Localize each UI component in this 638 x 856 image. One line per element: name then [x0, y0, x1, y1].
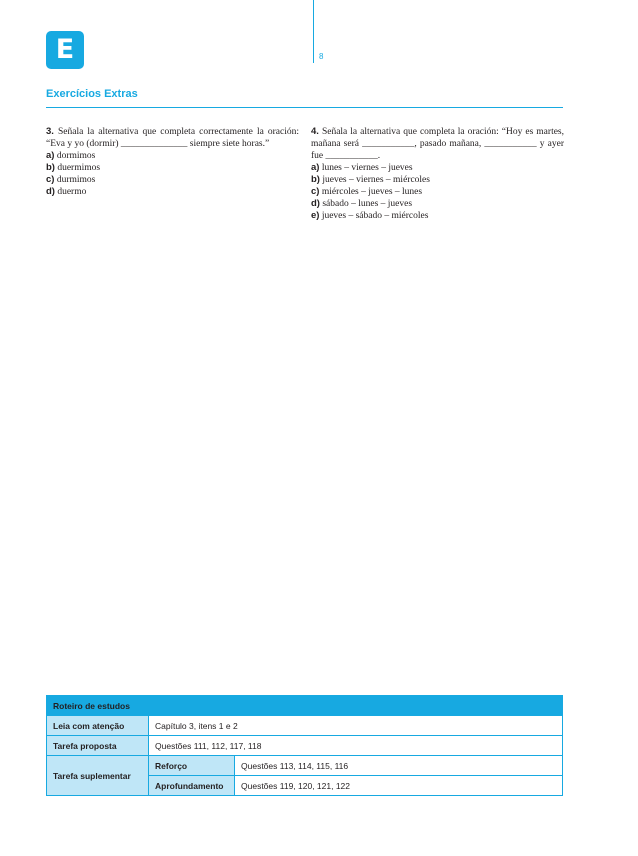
question-4 [311, 126, 564, 222]
sub-label: Aprofundamento [149, 776, 235, 796]
option-text: sábado – lunes – jueves [322, 199, 413, 209]
option-label: b) [311, 174, 320, 185]
option-text: jueves – sábado – miércoles [321, 211, 429, 221]
option-text: dormimos [56, 151, 96, 161]
roteiro-title: Roteiro de estudos [47, 696, 563, 716]
option-e[interactable] [311, 210, 564, 222]
question-number: 4. [311, 126, 319, 137]
option-c[interactable] [311, 186, 564, 198]
row-value: Questões 113, 114, 115, 116 [235, 756, 563, 776]
option-a[interactable] [46, 150, 299, 162]
option-label: a) [46, 150, 55, 161]
option-text: lunes – viernes – jueves [321, 163, 413, 173]
roteiro-row-tarefa [47, 736, 563, 756]
question-3 [46, 126, 299, 198]
option-label: d) [311, 198, 320, 209]
row-value: Capítulo 3, itens 1 e 2 [149, 716, 563, 736]
option-b[interactable] [46, 162, 299, 174]
chapter-logo: E [46, 31, 84, 69]
option-d[interactable] [46, 186, 299, 198]
option-a[interactable] [311, 162, 564, 174]
page-number: 8 [319, 52, 324, 61]
roteiro-row-leia [47, 716, 563, 736]
question-stem [46, 126, 299, 150]
header-divider [313, 0, 314, 63]
option-label: b) [46, 162, 55, 173]
section-rule [46, 107, 563, 108]
option-b[interactable] [311, 174, 564, 186]
option-label: e) [311, 210, 320, 221]
roteiro-table [46, 695, 563, 796]
row-value: Questões 119, 120, 121, 122 [235, 776, 563, 796]
option-text: miércoles – jueves – lunes [321, 187, 423, 197]
question-text: Señala la alternativa que completa correctamente la oración: “Eva y yo (dormir) ______________ siempre siete horas.” [46, 127, 300, 149]
roteiro-header-row [47, 696, 563, 716]
option-label: c) [46, 174, 55, 185]
option-text: duermo [57, 187, 87, 197]
row-value: Questões 111, 112, 117, 118 [149, 736, 563, 756]
row-label: Tarefa suplementar [47, 756, 149, 796]
option-text: duermimos [57, 163, 101, 173]
question-stem [311, 126, 564, 162]
option-label: a) [311, 162, 320, 173]
sub-label: Reforço [149, 756, 235, 776]
question-text: Señala la alternativa que completa la oración: “Hoy es martes, mañana será ___________, pasado mañana, ___________ y ayer fue ___________. [311, 127, 564, 161]
option-label: c) [311, 186, 320, 197]
roteiro-row-reforco [47, 756, 563, 776]
question-number: 3. [46, 126, 54, 137]
option-label: d) [46, 186, 55, 197]
option-text: durmimos [56, 175, 96, 185]
option-d[interactable] [311, 198, 564, 210]
row-label: Tarefa proposta [47, 736, 149, 756]
row-label: Leia com atenção [47, 716, 149, 736]
option-c[interactable] [46, 174, 299, 186]
section-title: Exercícios Extras [46, 88, 138, 100]
option-text: jueves – viernes – miércoles [322, 175, 430, 185]
